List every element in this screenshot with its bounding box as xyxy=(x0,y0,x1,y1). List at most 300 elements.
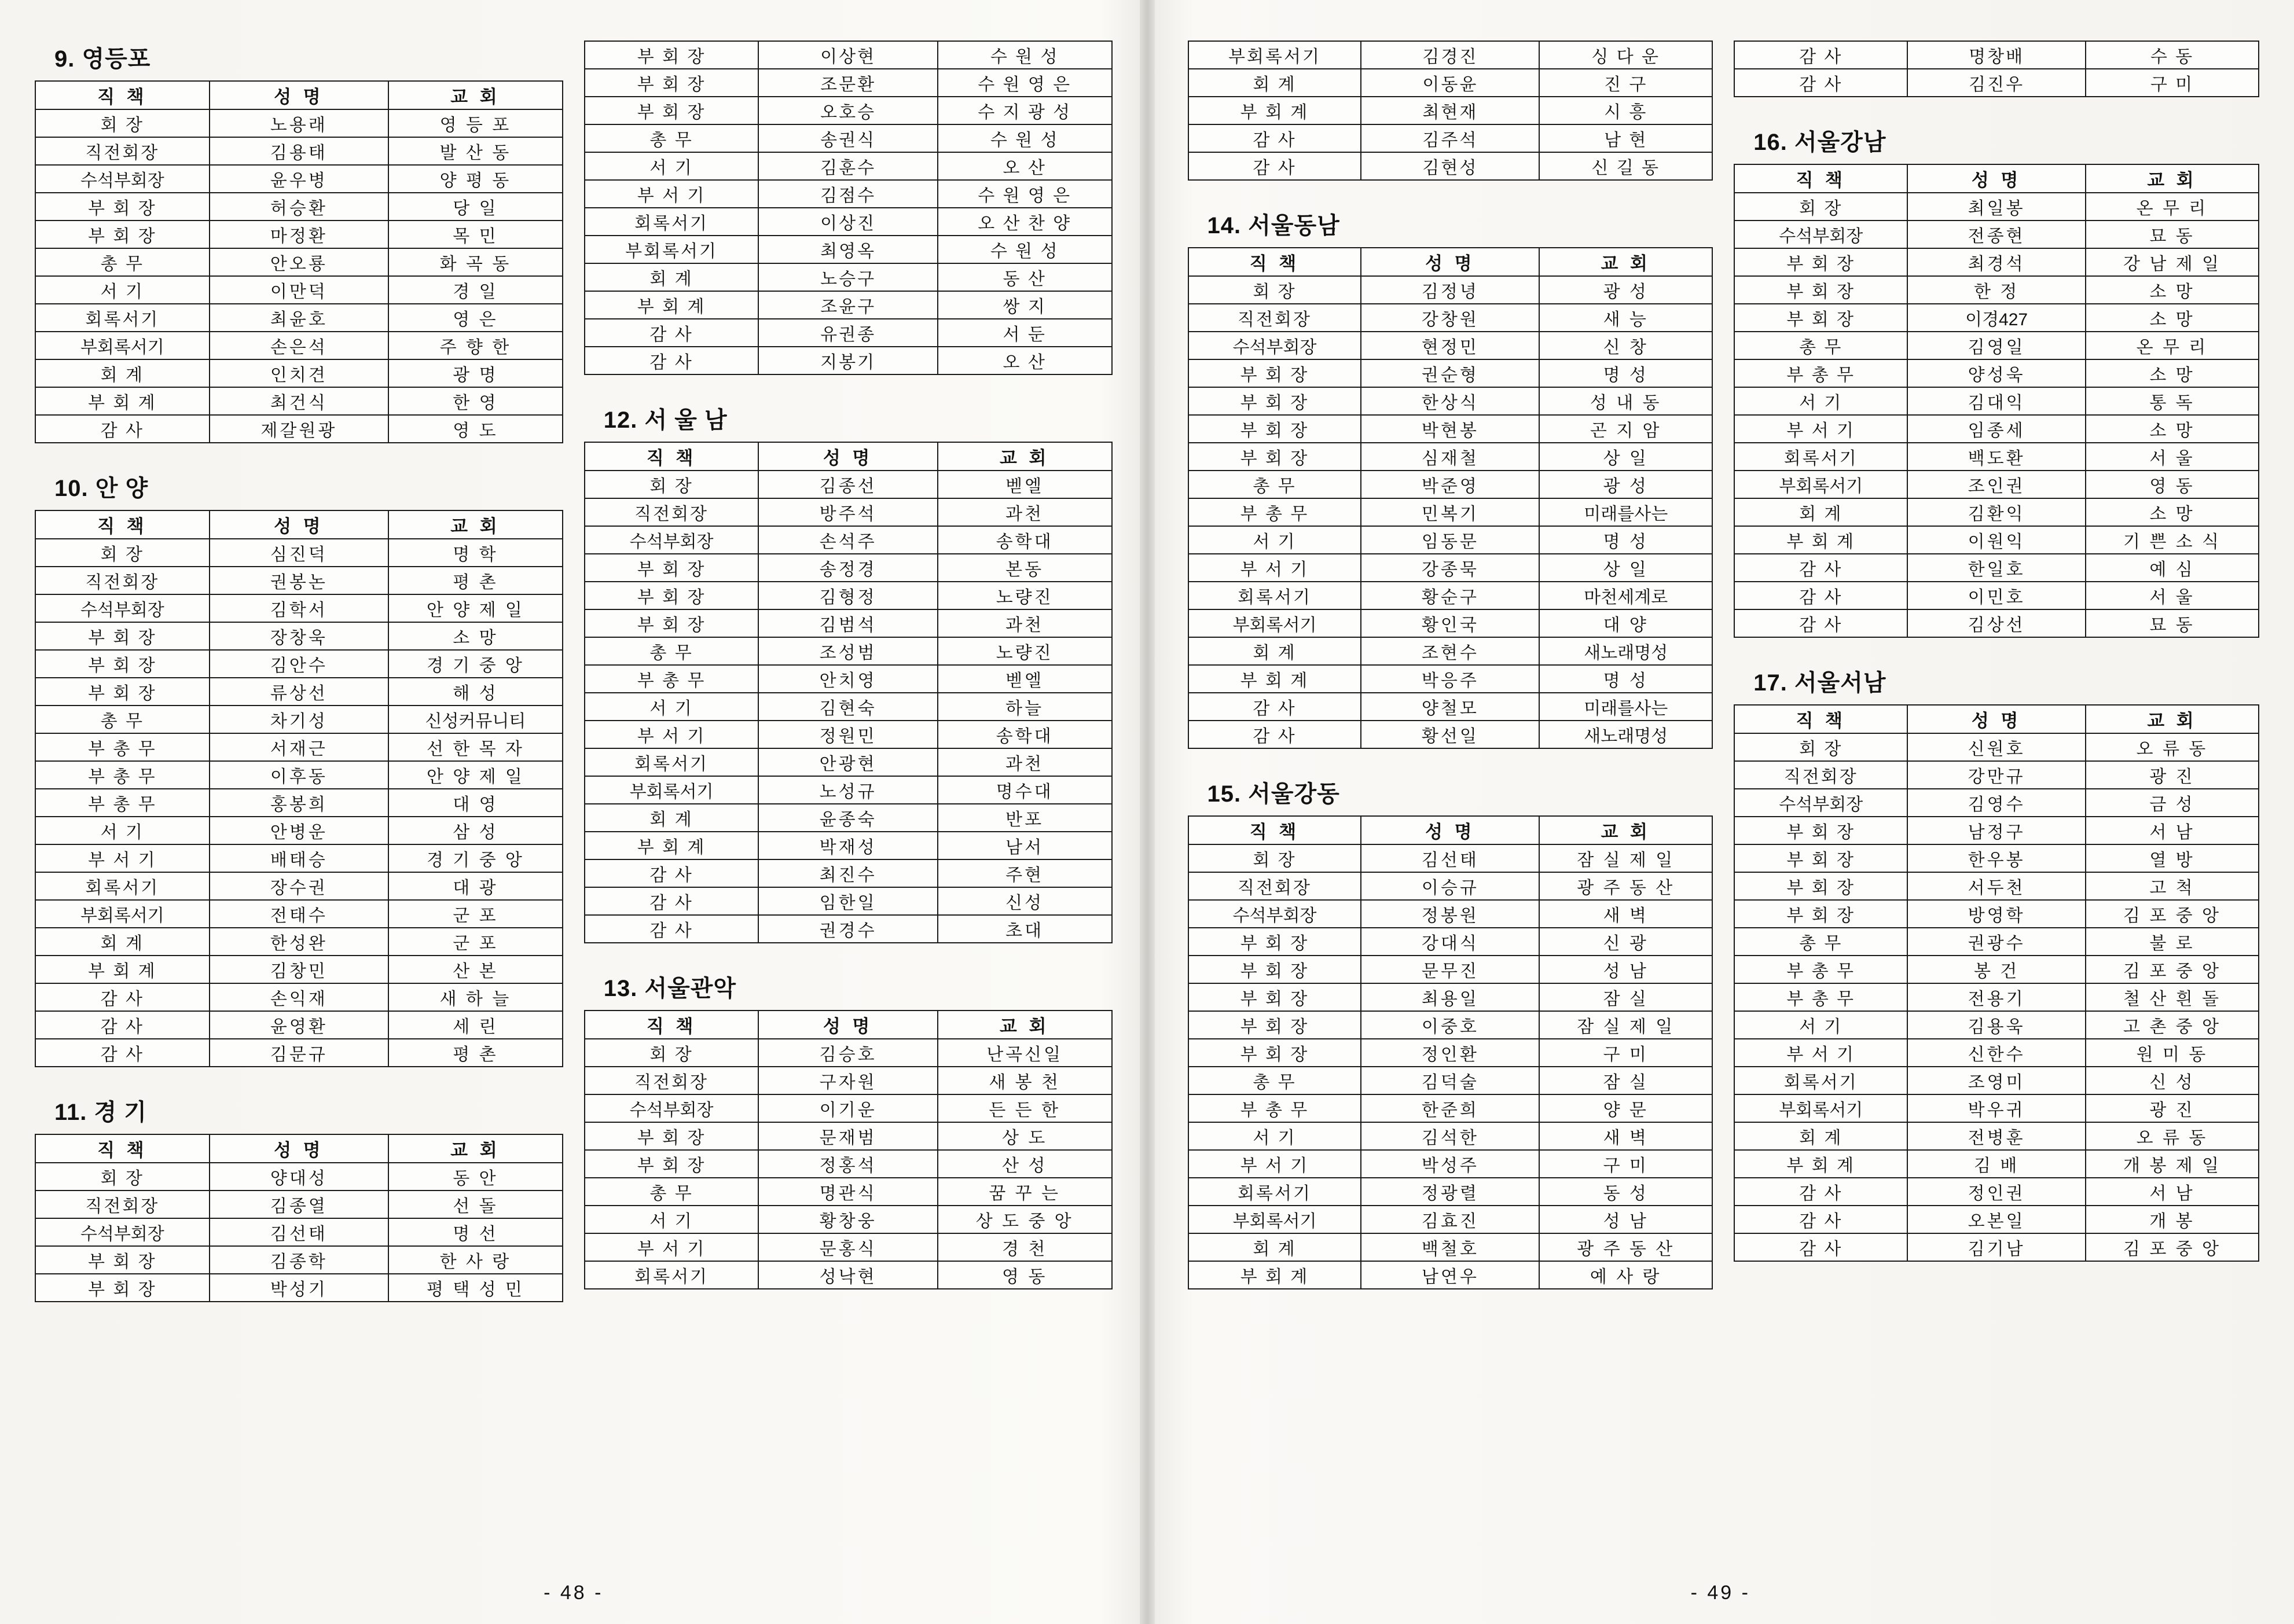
cell-church: 성 남 xyxy=(1539,1206,1712,1233)
cell-church: 묘 동 xyxy=(2086,221,2259,248)
cell-name: 김경진 xyxy=(1361,41,1539,69)
cell-name: 허승환 xyxy=(210,193,388,221)
cell-church: 광 성 xyxy=(1539,276,1712,304)
cell-role: 부 총 무 xyxy=(1188,1094,1361,1122)
cell-role: 총 무 xyxy=(1188,471,1361,498)
cell-name: 정광렬 xyxy=(1361,1178,1539,1206)
section-title: 12. 서 울 남 xyxy=(603,407,728,433)
table-row xyxy=(35,109,563,137)
officers-table xyxy=(35,80,563,443)
table-row xyxy=(35,844,563,872)
cell-role: 부 총 무 xyxy=(35,733,210,761)
cell-role: 감 사 xyxy=(1734,41,1907,69)
cell-church: 오 산 찬 양 xyxy=(938,208,1112,236)
section-yeongdeungpo xyxy=(35,41,563,443)
cell-name: 전병훈 xyxy=(1907,1122,2086,1150)
table-row xyxy=(35,1163,563,1191)
cell-name: 정봉원 xyxy=(1361,900,1539,928)
cell-name: 김환익 xyxy=(1907,498,2086,526)
cell-name: 김승호 xyxy=(758,1039,937,1067)
cell-name: 조성범 xyxy=(758,637,937,665)
cell-church: 명수대 xyxy=(938,776,1112,804)
cell-role: 서 기 xyxy=(35,276,210,304)
table-row xyxy=(1734,443,2259,471)
cell-role: 부 회 계 xyxy=(1188,97,1361,124)
cell-role: 부 회 장 xyxy=(1734,844,1907,872)
cell-church: 철 산 흰 돌 xyxy=(2086,983,2259,1011)
cell-role: 부 서 기 xyxy=(1734,1039,1907,1067)
cell-role: 부 회 장 xyxy=(585,1150,759,1178)
cell-church: 경 기 중 앙 xyxy=(388,650,563,678)
table-row xyxy=(35,1274,563,1302)
cell-name: 황선일 xyxy=(1361,721,1539,748)
table-row xyxy=(1188,844,1713,872)
cell-role: 서 기 xyxy=(585,1206,759,1233)
cell-role: 회 계 xyxy=(585,263,759,291)
cell-name: 이상진 xyxy=(758,208,937,236)
table-row xyxy=(1188,1039,1713,1067)
table-row xyxy=(35,276,563,304)
table-row xyxy=(1188,1122,1713,1150)
cell-name: 서재근 xyxy=(210,733,388,761)
table-row xyxy=(1734,471,2259,498)
cell-name: 김기남 xyxy=(1907,1233,2086,1261)
cell-name: 한일호 xyxy=(1907,554,2086,582)
cell-church: 열 방 xyxy=(2086,844,2259,872)
cell-name: 안오룡 xyxy=(210,248,388,276)
cell-church: 노량진 xyxy=(938,637,1112,665)
table-row xyxy=(35,539,563,567)
table-row xyxy=(35,928,563,956)
cell-role: 수석부회장 xyxy=(35,1218,210,1246)
cell-role: 감 사 xyxy=(1734,609,1907,637)
section-seoulseonam xyxy=(1734,664,2259,1262)
column-header: 직 책 xyxy=(35,510,210,539)
cell-church: 과천 xyxy=(938,609,1112,637)
table-row xyxy=(585,582,1112,609)
cell-role: 직전회장 xyxy=(585,1067,759,1094)
cell-church: 한 사 랑 xyxy=(388,1246,563,1274)
cell-church: 신 성 xyxy=(2086,1067,2259,1094)
cell-name: 김효진 xyxy=(1361,1206,1539,1233)
officers-table xyxy=(1188,41,1713,181)
table-row xyxy=(585,554,1112,582)
cell-role: 부 회 장 xyxy=(585,1122,759,1150)
table-row xyxy=(585,319,1112,347)
cell-church: 광 진 xyxy=(2086,1094,2259,1122)
cell-name: 정인환 xyxy=(1361,1039,1539,1067)
cell-church: 새 벽 xyxy=(1539,900,1712,928)
cell-name: 김주석 xyxy=(1361,124,1539,152)
cell-name: 김선태 xyxy=(1361,844,1539,872)
section-seoulgangdong xyxy=(1188,776,1713,1289)
table-header-row xyxy=(35,510,563,539)
cell-role: 부회록서기 xyxy=(1188,41,1361,69)
cell-church: 대 양 xyxy=(1539,609,1712,637)
cell-church: 신성 xyxy=(938,887,1112,915)
table-row xyxy=(35,650,563,678)
column-header: 교 회 xyxy=(388,1134,563,1163)
cell-name: 마정환 xyxy=(210,221,388,248)
table-row xyxy=(1734,415,2259,443)
cell-church: 신 창 xyxy=(1539,332,1712,359)
cell-church: 안 양 제 일 xyxy=(388,761,563,789)
cell-name: 김진우 xyxy=(1907,69,2086,97)
cell-church: 송학대 xyxy=(938,526,1112,554)
cell-role: 회 장 xyxy=(1188,276,1361,304)
cell-church: 개 봉 xyxy=(2086,1206,2259,1233)
cell-name: 구자원 xyxy=(758,1067,937,1094)
cell-role: 감 사 xyxy=(1188,693,1361,721)
cell-church: 소 망 xyxy=(2086,359,2259,387)
cell-church: 목 민 xyxy=(388,221,563,248)
cell-role: 회록서기 xyxy=(35,304,210,332)
cell-name: 황창웅 xyxy=(758,1206,937,1233)
cell-name: 이경427 xyxy=(1907,304,2086,332)
cell-role: 부회록서기 xyxy=(585,236,759,263)
cell-role: 감 사 xyxy=(1734,554,1907,582)
table-row xyxy=(585,236,1112,263)
cell-church: 소 망 xyxy=(2086,415,2259,443)
cell-church: 수 원 성 xyxy=(938,41,1112,69)
cell-church: 신성커뮤니티 xyxy=(388,706,563,733)
cell-name: 이만덕 xyxy=(210,276,388,304)
cell-role: 부 총 무 xyxy=(585,665,759,693)
section-title: 9. 영등포 xyxy=(54,46,151,72)
cell-name: 백도환 xyxy=(1907,443,2086,471)
cell-role: 부 회 장 xyxy=(585,554,759,582)
table-row xyxy=(585,498,1112,526)
cell-church: 영 등 포 xyxy=(388,109,563,137)
right-page xyxy=(1147,0,2294,1624)
cell-church: 소 망 xyxy=(2086,498,2259,526)
cell-role: 회록서기 xyxy=(1734,1067,1907,1094)
cell-role: 회 계 xyxy=(1188,1233,1361,1261)
cell-role: 부회록서기 xyxy=(1734,471,1907,498)
table-row xyxy=(1734,789,2259,817)
cell-role: 부회록서기 xyxy=(35,900,210,928)
cell-role: 부 총 무 xyxy=(35,761,210,789)
column-header: 성 명 xyxy=(1907,164,2086,193)
cell-role: 회 장 xyxy=(1734,733,1907,761)
cell-name: 최영옥 xyxy=(758,236,937,263)
cell-role: 서 기 xyxy=(1734,387,1907,415)
cell-name: 조인권 xyxy=(1907,471,2086,498)
cell-name: 전용기 xyxy=(1907,983,2086,1011)
section-seoulgangnam xyxy=(1734,124,2259,638)
table-row xyxy=(35,789,563,817)
cell-church: 군 포 xyxy=(388,900,563,928)
cell-role: 수석부회장 xyxy=(1188,900,1361,928)
cell-church: 광 주 동 산 xyxy=(1539,872,1712,900)
table-row xyxy=(35,165,563,193)
cell-name: 김 배 xyxy=(1907,1150,2086,1178)
cell-role: 부 서 기 xyxy=(585,180,759,208)
table-row xyxy=(1188,359,1713,387)
cell-role: 수석부회장 xyxy=(585,526,759,554)
cell-name: 박성기 xyxy=(210,1274,388,1302)
column-header: 성 명 xyxy=(210,510,388,539)
table-row xyxy=(35,900,563,928)
cell-church: 신 광 xyxy=(1539,928,1712,956)
cell-church: 새 능 xyxy=(1539,304,1712,332)
section-title: 14. 서울동남 xyxy=(1207,213,1340,238)
table-row xyxy=(585,1233,1112,1261)
table-row xyxy=(1188,582,1713,609)
table-row xyxy=(1188,1150,1713,1178)
cell-church: 경 천 xyxy=(938,1233,1112,1261)
table-row xyxy=(585,263,1112,291)
table-header-row xyxy=(1188,248,1713,276)
cell-name: 강종묵 xyxy=(1361,554,1539,582)
cell-role: 총 무 xyxy=(35,706,210,733)
cell-role: 서 기 xyxy=(1734,1011,1907,1039)
table-row xyxy=(585,1067,1112,1094)
table-row xyxy=(585,180,1112,208)
section-seoulgwanak xyxy=(584,970,1113,1289)
cell-role: 회록서기 xyxy=(1188,1178,1361,1206)
cell-role: 회록서기 xyxy=(585,748,759,776)
page-number-left: - 48 - xyxy=(544,1582,604,1604)
table-row xyxy=(1734,761,2259,789)
table-row xyxy=(585,832,1112,859)
section-gamsa_cont xyxy=(1734,41,2259,97)
table-row xyxy=(1734,276,2259,304)
table-row xyxy=(585,152,1112,180)
cell-role: 부 서 기 xyxy=(1188,554,1361,582)
table-row xyxy=(585,1094,1112,1122)
cell-church: 고 척 xyxy=(2086,872,2259,900)
cell-name: 손익재 xyxy=(210,983,388,1011)
cell-role: 부 회 장 xyxy=(1188,359,1361,387)
cell-role: 부 총 무 xyxy=(1188,498,1361,526)
table-row xyxy=(585,776,1112,804)
cell-name: 김정녕 xyxy=(1361,276,1539,304)
cell-church: 경 일 xyxy=(388,276,563,304)
cell-church: 수 원 성 xyxy=(938,236,1112,263)
cell-role: 부 회 장 xyxy=(1734,248,1907,276)
cell-role: 부 회 계 xyxy=(1188,665,1361,693)
cell-role: 부 회 장 xyxy=(35,1274,210,1302)
cell-church: 꿈 꾸 는 xyxy=(938,1178,1112,1206)
table-row xyxy=(585,1122,1112,1150)
cell-name: 현정민 xyxy=(1361,332,1539,359)
officers-table xyxy=(1734,164,2259,638)
cell-church: 광 주 동 산 xyxy=(1539,1233,1712,1261)
cell-church: 소 망 xyxy=(388,622,563,650)
cell-name: 김현성 xyxy=(1361,152,1539,180)
column-header: 직 책 xyxy=(1734,164,1907,193)
cell-church: 평 택 성 민 xyxy=(388,1274,563,1302)
cell-church: 잠 실 제 일 xyxy=(1539,1011,1712,1039)
cell-church: 잠 실 제 일 xyxy=(1539,844,1712,872)
cell-role: 회 장 xyxy=(1734,193,1907,221)
section-title: 16. 서울강남 xyxy=(1753,130,1886,155)
cell-church: 새 하 늘 xyxy=(388,983,563,1011)
cell-church: 발 산 동 xyxy=(388,137,563,165)
cell-name: 양성욱 xyxy=(1907,359,2086,387)
cell-role: 부 회 장 xyxy=(1188,983,1361,1011)
table-row xyxy=(585,347,1112,374)
table-header-row xyxy=(35,1134,563,1163)
officers-table xyxy=(35,510,563,1067)
officers-table xyxy=(35,1134,563,1302)
table-row xyxy=(1188,637,1713,665)
cell-role: 부 회 장 xyxy=(585,69,759,97)
cell-name: 한성완 xyxy=(210,928,388,956)
left-column-1 xyxy=(35,41,563,1329)
table-row xyxy=(1734,248,2259,276)
table-row xyxy=(1188,1067,1713,1094)
cell-role: 부 회 계 xyxy=(585,832,759,859)
column-header: 직 책 xyxy=(1188,816,1361,844)
cell-role: 감 사 xyxy=(585,347,759,374)
cell-role: 부회록서기 xyxy=(1734,1094,1907,1122)
column-header: 교 회 xyxy=(938,1011,1112,1039)
cell-name: 윤우병 xyxy=(210,165,388,193)
cell-church: 당 일 xyxy=(388,193,563,221)
cell-role: 회 장 xyxy=(35,109,210,137)
table-row xyxy=(35,1039,563,1067)
cell-name: 차기성 xyxy=(210,706,388,733)
table-row xyxy=(1734,956,2259,983)
cell-name: 배태승 xyxy=(210,844,388,872)
cell-church: 쌍 지 xyxy=(938,291,1112,319)
cell-name: 한상식 xyxy=(1361,387,1539,415)
column-header: 직 책 xyxy=(1188,248,1361,276)
cell-name: 강대식 xyxy=(1361,928,1539,956)
cell-name: 최현재 xyxy=(1361,97,1539,124)
table-row xyxy=(1734,1067,2259,1094)
cell-role: 서 기 xyxy=(585,152,759,180)
cell-role: 부 회 장 xyxy=(35,650,210,678)
cell-church: 평 촌 xyxy=(388,1039,563,1067)
cell-role: 부 회 장 xyxy=(585,582,759,609)
cell-role: 감 사 xyxy=(585,319,759,347)
table-row xyxy=(1734,1150,2259,1178)
cell-church: 신 길 동 xyxy=(1539,152,1712,180)
column-header: 교 회 xyxy=(2086,164,2259,193)
column-header: 교 회 xyxy=(388,510,563,539)
officers-table xyxy=(1734,704,2259,1262)
cell-name: 최윤호 xyxy=(210,304,388,332)
cell-role: 부회록서기 xyxy=(1188,1206,1361,1233)
cell-role: 총 무 xyxy=(35,248,210,276)
table-row xyxy=(35,983,563,1011)
table-row xyxy=(35,415,563,443)
column-header: 직 책 xyxy=(1734,705,1907,733)
cell-role: 부 회 장 xyxy=(1188,443,1361,471)
cell-name: 조현수 xyxy=(1361,637,1539,665)
cell-name: 홍봉희 xyxy=(210,789,388,817)
cell-name: 한 정 xyxy=(1907,276,2086,304)
table-row xyxy=(1188,526,1713,554)
table-row xyxy=(35,137,563,165)
cell-name: 김안수 xyxy=(210,650,388,678)
cell-church: 상 도 중 앙 xyxy=(938,1206,1112,1233)
cell-role: 부 서 기 xyxy=(1188,1150,1361,1178)
cell-church: 본동 xyxy=(938,554,1112,582)
table-row xyxy=(1188,276,1713,304)
cell-name: 인치견 xyxy=(210,359,388,387)
cell-name: 이원익 xyxy=(1907,526,2086,554)
cell-church: 명 선 xyxy=(388,1218,563,1246)
cell-name: 김종선 xyxy=(758,471,937,498)
cell-church: 성 내 동 xyxy=(1539,387,1712,415)
table-row xyxy=(585,915,1112,943)
table-header-row xyxy=(585,442,1112,471)
cell-church: 대 영 xyxy=(388,789,563,817)
table-row xyxy=(1734,1122,2259,1150)
cell-role: 회 계 xyxy=(1188,69,1361,97)
cell-name: 이상현 xyxy=(758,41,937,69)
cell-role: 부회록서기 xyxy=(585,776,759,804)
cell-role: 감 사 xyxy=(1188,124,1361,152)
cell-role: 부 회 장 xyxy=(585,41,759,69)
cell-church: 김 포 중 앙 xyxy=(2086,900,2259,928)
table-row xyxy=(1734,554,2259,582)
cell-church: 남 현 xyxy=(1539,124,1712,152)
cell-role: 감 사 xyxy=(35,983,210,1011)
cell-church: 산 본 xyxy=(388,956,563,983)
cell-name: 송정경 xyxy=(758,554,937,582)
cell-name: 심진덕 xyxy=(210,539,388,567)
table-row xyxy=(35,761,563,789)
cell-role: 부 회 장 xyxy=(35,1246,210,1274)
table-row xyxy=(1188,152,1713,180)
cell-role: 부 회 장 xyxy=(35,678,210,706)
cell-church: 광 진 xyxy=(2086,761,2259,789)
section-seouldongnam xyxy=(1188,207,1713,749)
cell-church: 김 포 중 앙 xyxy=(2086,956,2259,983)
cell-church: 소 망 xyxy=(2086,304,2259,332)
cell-name: 이민호 xyxy=(1907,582,2086,609)
column-header: 직 책 xyxy=(35,1134,210,1163)
table-row xyxy=(35,622,563,650)
table-row xyxy=(585,887,1112,915)
table-row xyxy=(1734,872,2259,900)
table-row xyxy=(1188,1178,1713,1206)
table-row xyxy=(1188,387,1713,415)
cell-name: 김용태 xyxy=(210,137,388,165)
cell-name: 심재철 xyxy=(1361,443,1539,471)
cell-name: 최진수 xyxy=(758,859,937,887)
cell-church: 명 성 xyxy=(1539,665,1712,693)
cell-name: 이중호 xyxy=(1361,1011,1539,1039)
cell-church: 광 성 xyxy=(1539,471,1712,498)
cell-church: 잠 실 xyxy=(1539,983,1712,1011)
table-row xyxy=(35,733,563,761)
table-row xyxy=(1188,69,1713,97)
cell-role: 부 총 무 xyxy=(35,789,210,817)
cell-church: 상 도 xyxy=(938,1122,1112,1150)
cell-name: 지봉기 xyxy=(758,347,937,374)
table-row xyxy=(35,193,563,221)
cell-name: 손석주 xyxy=(758,526,937,554)
cell-church: 새 벽 xyxy=(1539,1122,1712,1150)
cell-name: 조문환 xyxy=(758,69,937,97)
cell-name: 정홍석 xyxy=(758,1150,937,1178)
cell-role: 부 회 장 xyxy=(35,622,210,650)
cell-church: 과천 xyxy=(938,498,1112,526)
right-column-1 xyxy=(1188,41,1713,1316)
table-row xyxy=(35,817,563,844)
cell-church: 남서 xyxy=(938,832,1112,859)
section-title: 11. 경 기 xyxy=(54,1100,147,1125)
cell-church: 새 봉 천 xyxy=(938,1067,1112,1094)
table-row xyxy=(1734,1206,2259,1233)
cell-role: 부 총 무 xyxy=(1734,983,1907,1011)
